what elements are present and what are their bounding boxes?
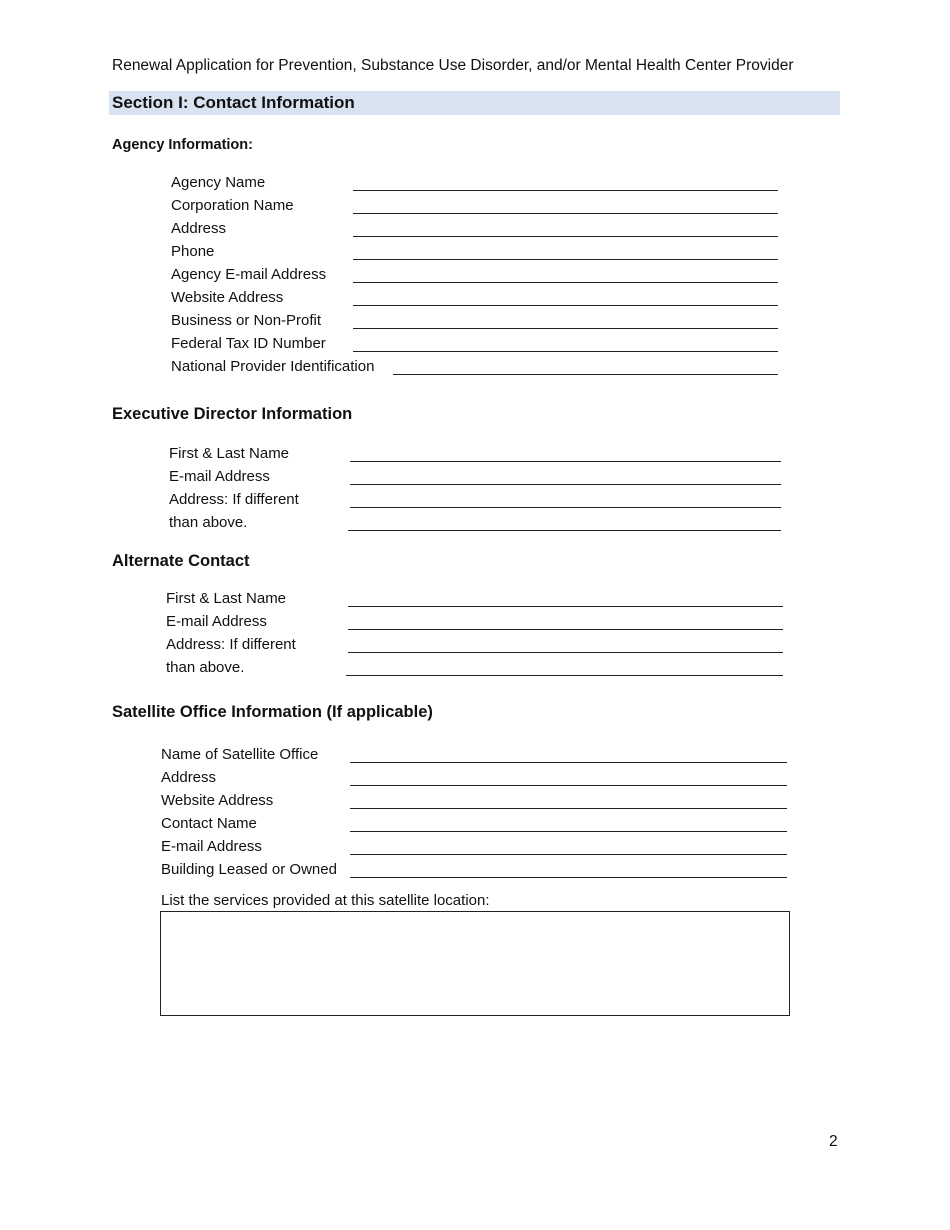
satellite-name-field[interactable] <box>350 762 787 763</box>
npi-field[interactable] <box>393 374 778 375</box>
alternate-heading: Alternate Contact <box>112 552 250 570</box>
field-label: E-mail Address <box>166 613 267 630</box>
field-label: Phone <box>171 243 215 260</box>
satellite-website-field[interactable] <box>350 808 787 809</box>
field-label: Corporation Name <box>171 197 294 214</box>
field-label: Address: If different <box>166 636 296 653</box>
alt-email-field[interactable] <box>348 629 783 630</box>
field-label: Website Address <box>171 289 284 306</box>
section-title: Section I: Contact Information <box>112 93 355 112</box>
field-label: Name of Satellite Office <box>161 746 319 763</box>
satellite-email-field[interactable] <box>350 854 787 855</box>
satellite-address-field[interactable] <box>350 785 787 786</box>
field-label: E-mail Address <box>161 838 262 855</box>
corporation-name-field[interactable] <box>353 213 778 214</box>
exec-address-field[interactable] <box>350 507 781 508</box>
field-label: National Provider Identification <box>171 358 375 375</box>
page-header: Renewal Application for Prevention, Substance Use Disorder, and/or Mental Health Center Provider <box>112 57 794 74</box>
satellite-heading: Satellite Office Information (If applicable) <box>112 703 433 721</box>
field-label: First & Last Name <box>169 445 290 462</box>
field-label: than above. <box>169 514 248 531</box>
page-number: 2 <box>829 1133 838 1150</box>
business-type-field[interactable] <box>353 328 778 329</box>
services-label: List the services provided at this satellite location: <box>161 892 490 909</box>
field-label: Federal Tax ID Number <box>171 335 326 352</box>
field-label: Address <box>161 769 217 786</box>
field-label: Website Address <box>161 792 274 809</box>
alt-address-field-2[interactable] <box>346 675 783 676</box>
exec-address-field-2[interactable] <box>348 530 781 531</box>
satellite-building-field[interactable] <box>350 877 787 878</box>
field-label: Agency E-mail Address <box>171 266 327 283</box>
services-textarea[interactable] <box>160 911 790 1016</box>
section-bar <box>109 91 840 115</box>
phone-field[interactable] <box>353 259 778 260</box>
field-label: than above. <box>166 659 245 676</box>
executive-heading: Executive Director Information <box>112 405 353 423</box>
alt-address-field[interactable] <box>348 652 783 653</box>
address-field[interactable] <box>353 236 778 237</box>
field-label: Business or Non-Profit <box>171 312 322 329</box>
alt-name-field[interactable] <box>348 606 783 607</box>
field-label: First & Last Name <box>166 590 287 607</box>
field-label: Contact Name <box>161 815 257 832</box>
field-label: Address: If different <box>169 491 299 508</box>
field-label: Address <box>171 220 227 237</box>
field-label: E-mail Address <box>169 468 270 485</box>
exec-name-field[interactable] <box>350 461 781 462</box>
agency-name-field[interactable] <box>353 190 778 191</box>
satellite-contact-field[interactable] <box>350 831 787 832</box>
field-label: Building Leased or Owned <box>161 861 337 878</box>
agency-heading: Agency Information: <box>112 137 253 153</box>
federal-tax-id-field[interactable] <box>353 351 778 352</box>
exec-email-field[interactable] <box>350 484 781 485</box>
agency-email-field[interactable] <box>353 282 778 283</box>
website-field[interactable] <box>353 305 778 306</box>
field-label: Agency Name <box>171 174 266 191</box>
